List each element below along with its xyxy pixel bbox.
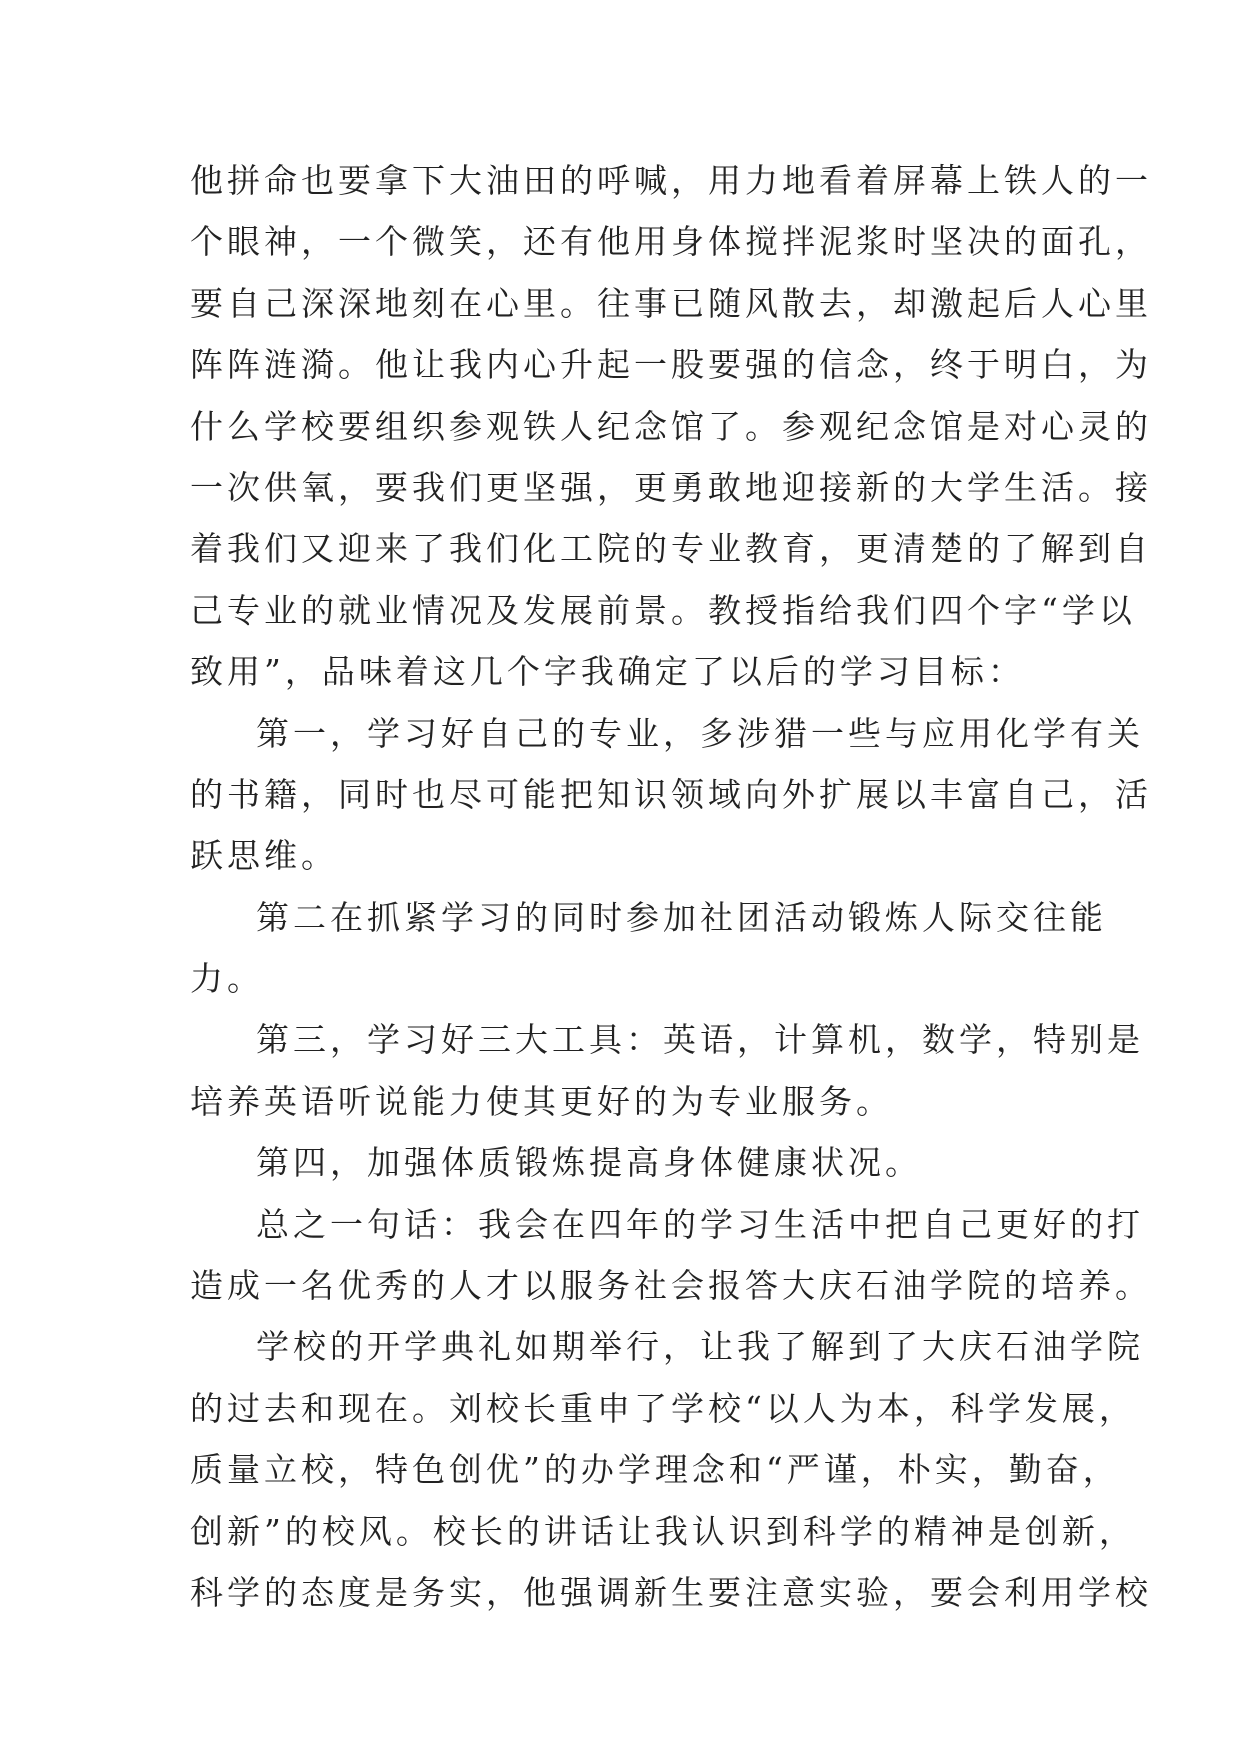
text-line: 着我们又迎来了我们化工院的专业教育，更清楚的了解到自 bbox=[190, 529, 1152, 569]
text-line: 一次供氧，要我们更坚强，更勇敢地迎接新的大学生活。接 bbox=[190, 467, 1152, 507]
text-line: 的过去和现在。刘校长重申了学校“以人为本，科学发展， bbox=[190, 1388, 1136, 1428]
text-line: 的书籍，同时也尽可能把知识领域向外扩展以丰富自己，活 bbox=[190, 774, 1152, 814]
text-line: 总之一句话：我会在四年的学习生活中把自己更好的打 bbox=[256, 1204, 1144, 1244]
text-line: 培养英语听说能力使其更好的为专业服务。 bbox=[190, 1081, 893, 1121]
text-line: 跃思维。 bbox=[190, 836, 338, 876]
text-line: 他拼命也要拿下大油田的呼喊，用力地看着屏幕上铁人的一 bbox=[190, 161, 1152, 200]
text-line: 第三，学习好三大工具：英语，计算机，数学，特别是 bbox=[256, 1020, 1144, 1060]
text-line: 科学的态度是务实，他强调新生要注意实验，要会利用学校 bbox=[190, 1572, 1152, 1612]
text-line: 第四，加强体质锻炼提高身体健康状况。 bbox=[256, 1143, 922, 1183]
text-line: 致用”，品味着这几个字我确定了以后的学习目标： bbox=[190, 652, 1025, 692]
text-line: 要自己深深地刻在心里。往事已随风散去，却激起后人心里 bbox=[190, 283, 1152, 323]
text-line: 学校的开学典礼如期举行，让我了解到了大庆石油学院 bbox=[256, 1327, 1144, 1367]
text-line: 个眼神，一个微笑，还有他用身体搅拌泥浆时坚决的面孔， bbox=[190, 222, 1152, 262]
text-line: 阵阵涟漪。他让我内心升起一股要强的信念，终于明白，为 bbox=[190, 345, 1152, 385]
text-line: 质量立校，特色创优”的办学理念和“严谨，朴实，勤奋， bbox=[190, 1450, 1120, 1490]
text-line: 己专业的就业情况及发展前景。教授指给我们四个字“学以 bbox=[190, 590, 1136, 630]
text-line: 创新”的校风。校长的讲话让我认识到科学的精神是创新， bbox=[190, 1511, 1136, 1551]
text-line: 力。 bbox=[190, 959, 264, 999]
text-line: 什么学校要组织参观铁人纪念馆了。参观纪念馆是对心灵的 bbox=[190, 406, 1152, 446]
body-text bbox=[190, 150, 1152, 1623]
text-line: 第一，学习好自己的专业，多涉猎一些与应用化学有关 bbox=[256, 713, 1144, 753]
text-line: 造成一名优秀的人才以服务社会报答大庆石油学院的培养。 bbox=[190, 1266, 1152, 1306]
text-line: 第二在抓紧学习的同时参加社团活动锻炼人际交往能 bbox=[256, 897, 1107, 937]
